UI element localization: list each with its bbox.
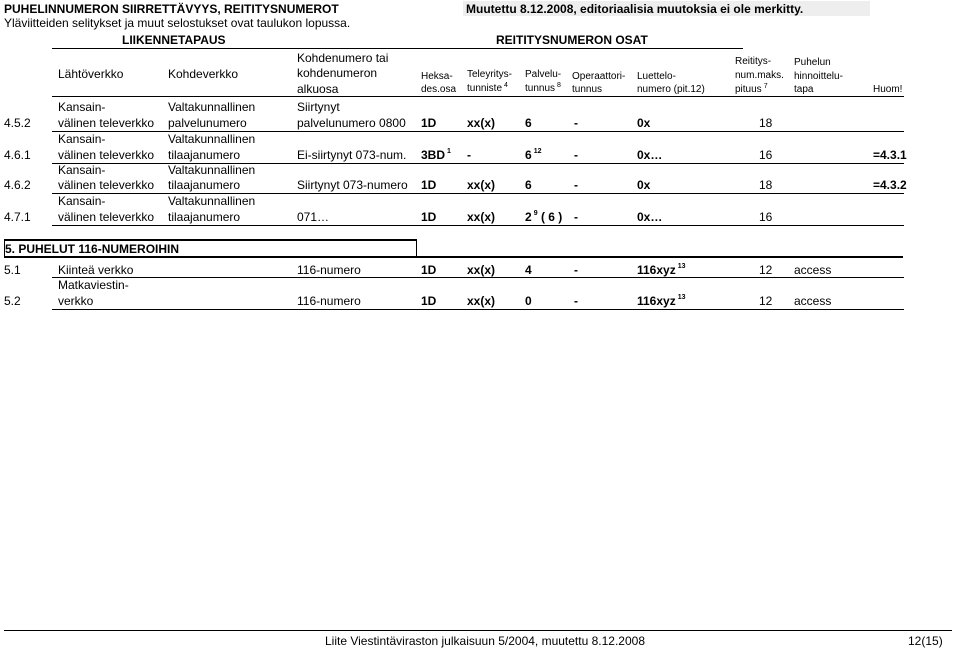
operaattori-cell: -: [574, 116, 578, 130]
footer-rule: [4, 630, 952, 631]
lahtoverkko-cell: Matkaviestin-: [58, 278, 129, 292]
lahtoverkko-cell: Kansain-: [58, 132, 106, 146]
kohdenumero-cell: Siirtynyt 073-numero: [297, 178, 408, 192]
col-luettelo-2: numero (pit.12): [637, 84, 705, 95]
operaattori-cell: -: [574, 294, 578, 308]
col-kohdenumero-1: Kohdenumero tai: [297, 51, 389, 65]
lahtoverkko-cell: Kansain-: [58, 163, 106, 177]
section-rule-bottom: [4, 256, 903, 258]
kohdenumero-cell: 071…: [297, 210, 330, 224]
pituus-cell: 12: [759, 263, 773, 277]
kohdenumero-cell: 116-numero: [297, 294, 361, 308]
huom-cell: =4.3.2: [873, 178, 907, 192]
section-rule-right: [416, 239, 417, 257]
palvelu-cell: 2 $^9$ ( 6 ): [525, 210, 563, 224]
operaattori-cell: -: [574, 210, 578, 224]
teleyritys-cell: xx(x): [467, 294, 496, 308]
row-divider: [52, 309, 904, 310]
kohdenumero-cell: Ei-siirtynyt 073-num.: [297, 148, 407, 162]
heksa-cell: 1D: [421, 294, 437, 308]
palvelu-cell: 0: [525, 294, 532, 308]
row-id: 4.7.1: [4, 210, 31, 224]
pituus-cell: 16: [759, 148, 773, 162]
col-operaattori-2: tunnus: [572, 84, 603, 95]
luettelo-cell: 116xyz $^{13}$: [637, 263, 686, 277]
col-kohdenumero-3: alkuosa: [297, 82, 339, 96]
document-subtitle: Yläviitteiden selitykset ja muut selostukset ovat taulukon lopussa.: [4, 16, 351, 30]
heksa-cell: 1D: [421, 263, 437, 277]
col-heksa-1: Heksa-: [421, 71, 453, 82]
kohdeverkko-cell: Valtakunnallinen: [168, 163, 256, 177]
huom-cell: =4.3.1: [873, 148, 907, 162]
document-title: PUHELINNUMERON SIIRRETTÄVYYS, REITITYSNUMEROT: [4, 2, 339, 16]
teleyritys-cell: xx(x): [467, 178, 496, 192]
group-liikennetapaus: LIIKENNETAPAUS: [122, 33, 226, 47]
col-heksa-2: des.osa: [421, 84, 457, 95]
header-divider: [52, 96, 904, 97]
operaattori-cell: -: [574, 148, 578, 162]
col-kohdeverkko: Kohdeverkko: [168, 67, 239, 81]
lahtoverkko-cell: välinen televerkko: [58, 116, 155, 130]
lahtoverkko-cell: välinen televerkko: [58, 148, 155, 162]
lahtoverkko-cell: Kansain-: [58, 100, 106, 114]
col-teleyritys-2: tunniste $^4$: [467, 82, 508, 94]
pituus-cell: 18: [759, 116, 773, 130]
row-id: 4.6.2: [4, 178, 31, 192]
lahtoverkko-cell: välinen televerkko: [58, 210, 155, 224]
palvelu-cell: 6: [525, 178, 532, 192]
kohdeverkko-cell: tilaajanumero: [168, 178, 241, 192]
kohdeverkko-cell: Valtakunnallinen: [168, 100, 256, 114]
pituus-cell: 16: [759, 210, 773, 224]
group-reititysnumero: REITITYSNUMERON OSAT: [496, 33, 648, 47]
row-divider: [52, 225, 904, 226]
teleyritys-cell: xx(x): [467, 116, 496, 130]
operaattori-cell: -: [574, 263, 578, 277]
teleyritys-cell: xx(x): [467, 210, 496, 224]
row-id: 5.1: [4, 263, 21, 277]
lahtoverkko-cell: Kiinteä verkko: [58, 263, 134, 277]
section-rule-top: [4, 239, 417, 241]
palvelu-cell: 4: [525, 263, 532, 277]
section-rule-left: [4, 239, 5, 257]
palvelu-cell: 6: [525, 116, 532, 130]
kohdeverkko-cell: palvelunumero: [168, 116, 247, 130]
group-divider: [52, 48, 743, 49]
operaattori-cell: -: [574, 178, 578, 192]
teleyritys-cell: -: [467, 148, 471, 162]
lahtoverkko-cell: verkko: [58, 294, 94, 308]
luettelo-cell: 0x…: [637, 148, 663, 162]
col-palvelu-2: tunnus $^8$: [525, 82, 561, 94]
hinnoittelu-cell: access: [794, 294, 832, 308]
col-reititys-1: Reititys-: [735, 56, 772, 67]
kohdeverkko-cell: tilaajanumero: [168, 148, 241, 162]
kohdenumero-cell: Siirtynyt: [297, 100, 340, 114]
col-teleyritys-1: Teleyritys-: [467, 69, 513, 80]
palvelu-cell: 6 $^{12}$: [525, 148, 542, 162]
kohdenumero-cell: 116-numero: [297, 263, 361, 277]
luettelo-cell: 116xyz $^{13}$: [637, 294, 686, 308]
col-luettelo-1: Luettelo-: [637, 71, 676, 82]
col-puhelun-3: tapa: [794, 84, 814, 95]
row-id: 4.5.2: [4, 116, 31, 130]
page-number: 12(15): [908, 634, 943, 648]
col-kohdenumero-2: kohdenumeron: [297, 66, 378, 80]
teleyritys-cell: xx(x): [467, 263, 496, 277]
kohdeverkko-cell: Valtakunnallinen: [168, 132, 256, 146]
heksa-cell: 1D: [421, 116, 437, 130]
section-title: 5. PUHELUT 116-NUMEROIHIN: [5, 242, 180, 256]
row-id: 5.2: [4, 294, 21, 308]
kohdeverkko-cell: tilaajanumero: [168, 210, 241, 224]
col-operaattori-1: Operaattori-: [572, 71, 626, 82]
col-reititys-2: num.maks.: [735, 70, 784, 81]
col-lahtoverkko: Lähtöverkko: [58, 67, 124, 81]
heksa-cell: 1D: [421, 178, 437, 192]
heksa-cell: 3BD $^1$: [421, 148, 451, 162]
footer-publication: Liite Viestintäviraston julkaisuun 5/2004, muutettu 8.12.2008: [325, 634, 645, 648]
lahtoverkko-cell: Kansain-: [58, 194, 106, 208]
pituus-cell: 12: [759, 294, 773, 308]
luettelo-cell: 0x…: [637, 210, 663, 224]
col-huom: Huom!: [873, 84, 903, 95]
kohdenumero-cell: palvelunumero 0800: [297, 116, 406, 130]
heksa-cell: 1D: [421, 210, 437, 224]
luettelo-cell: 0x: [637, 116, 651, 130]
row-id: 4.6.1: [4, 148, 31, 162]
col-palvelu-1: Palvelu-: [525, 69, 562, 80]
row-divider: [52, 277, 904, 278]
luettelo-cell: 0x: [637, 178, 651, 192]
kohdeverkko-cell: Valtakunnallinen: [168, 194, 256, 208]
modified-note: Muutettu 8.12.2008, editoriaalisia muutoksia ei ole merkitty.: [466, 2, 804, 16]
col-puhelun-2: hinnoittelu-: [794, 71, 843, 82]
lahtoverkko-cell: välinen televerkko: [58, 178, 155, 192]
col-puhelun-1: Puhelun: [794, 57, 831, 68]
col-reititys-3: pituus $^7$: [735, 83, 768, 95]
pituus-cell: 18: [759, 178, 773, 192]
hinnoittelu-cell: access: [794, 263, 832, 277]
